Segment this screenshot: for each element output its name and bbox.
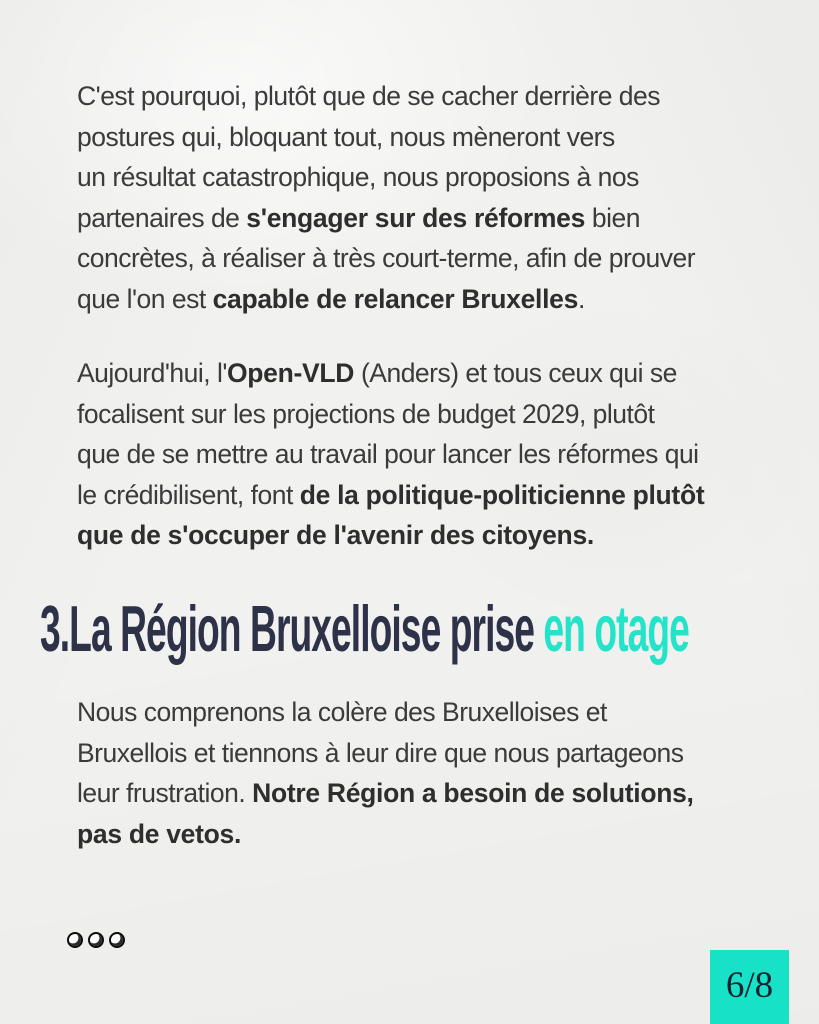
text-segment: leur frustration. — [77, 778, 253, 808]
bold-text-segment: de la politique-politicienne plutôt — [299, 479, 705, 510]
text-segment: . — [578, 283, 585, 314]
section-heading — [40, 594, 800, 674]
paragraph-open-vld — [77, 353, 704, 556]
text-segment: le crédibilisent, font — [77, 479, 300, 510]
text-line — [77, 76, 695, 117]
text-line — [77, 394, 704, 435]
text-line — [77, 279, 695, 320]
text-line — [77, 157, 695, 198]
text-line — [77, 198, 695, 239]
heading-segment-navy: 3.La Région Bruxelloise prise — [40, 592, 544, 666]
dot-icon — [88, 932, 104, 948]
paragraph-pourquoi — [77, 76, 695, 319]
section-heading-text — [40, 594, 689, 665]
text-line — [77, 814, 694, 855]
text-segment: C'est pourquoi, plutôt que de se cacher derrière des — [77, 81, 661, 111]
text-line — [77, 692, 694, 733]
text-line — [77, 434, 704, 475]
text-segment: (Anders) et tous ceux qui se — [354, 358, 677, 388]
dot-icon — [109, 932, 125, 948]
text-line — [77, 515, 704, 556]
carousel-dots — [67, 932, 125, 952]
text-line — [77, 117, 695, 158]
text-segment: partenaires de — [77, 202, 247, 233]
text-segment: bien — [585, 202, 640, 233]
text-line — [77, 475, 704, 516]
bold-text-segment: Open-VLD — [226, 358, 355, 388]
text-segment: Nous comprenons la colère des Bruxelloises et — [77, 697, 607, 727]
text-line — [77, 773, 694, 814]
bold-text-segment: capable de relancer Bruxelles — [212, 283, 579, 314]
bold-text-segment: s'engager sur des réformes — [246, 202, 586, 233]
text-segment: Aujourd'hui, l' — [77, 358, 227, 388]
text-line — [77, 238, 695, 279]
text-line — [77, 733, 694, 774]
text-line — [77, 353, 704, 394]
text-segment: un résultat catastrophique, nous proposions à nos — [77, 162, 639, 192]
text-segment: concrètes, à réaliser à très court-terme, afin de prouver — [77, 243, 696, 273]
paragraph-region-otage — [77, 692, 694, 854]
text-segment: postures qui, bloquant tout, nous mèneront vers — [77, 121, 615, 152]
text-segment: que l'on est — [77, 283, 213, 314]
bold-text-segment: que de s'occuper de l'avenir des citoyens. — [77, 520, 594, 550]
text-segment: focalisent sur les projections de budget 2029, plutôt — [77, 398, 655, 429]
text-segment: Bruxellois et tiennons à leur dire que nous partageons — [77, 737, 684, 768]
bold-text-segment: pas de vetos. — [77, 818, 242, 849]
text-segment: que de se mettre au travail pour lancer les réformes qui — [77, 439, 699, 469]
bold-text-segment: Notre Région a besoin de solutions, — [252, 778, 694, 808]
heading-segment-teal: en otage — [543, 592, 689, 666]
page-number-label: 6/8 — [725, 964, 774, 1006]
dot-icon — [67, 932, 83, 948]
page-number-badge — [710, 950, 789, 1024]
